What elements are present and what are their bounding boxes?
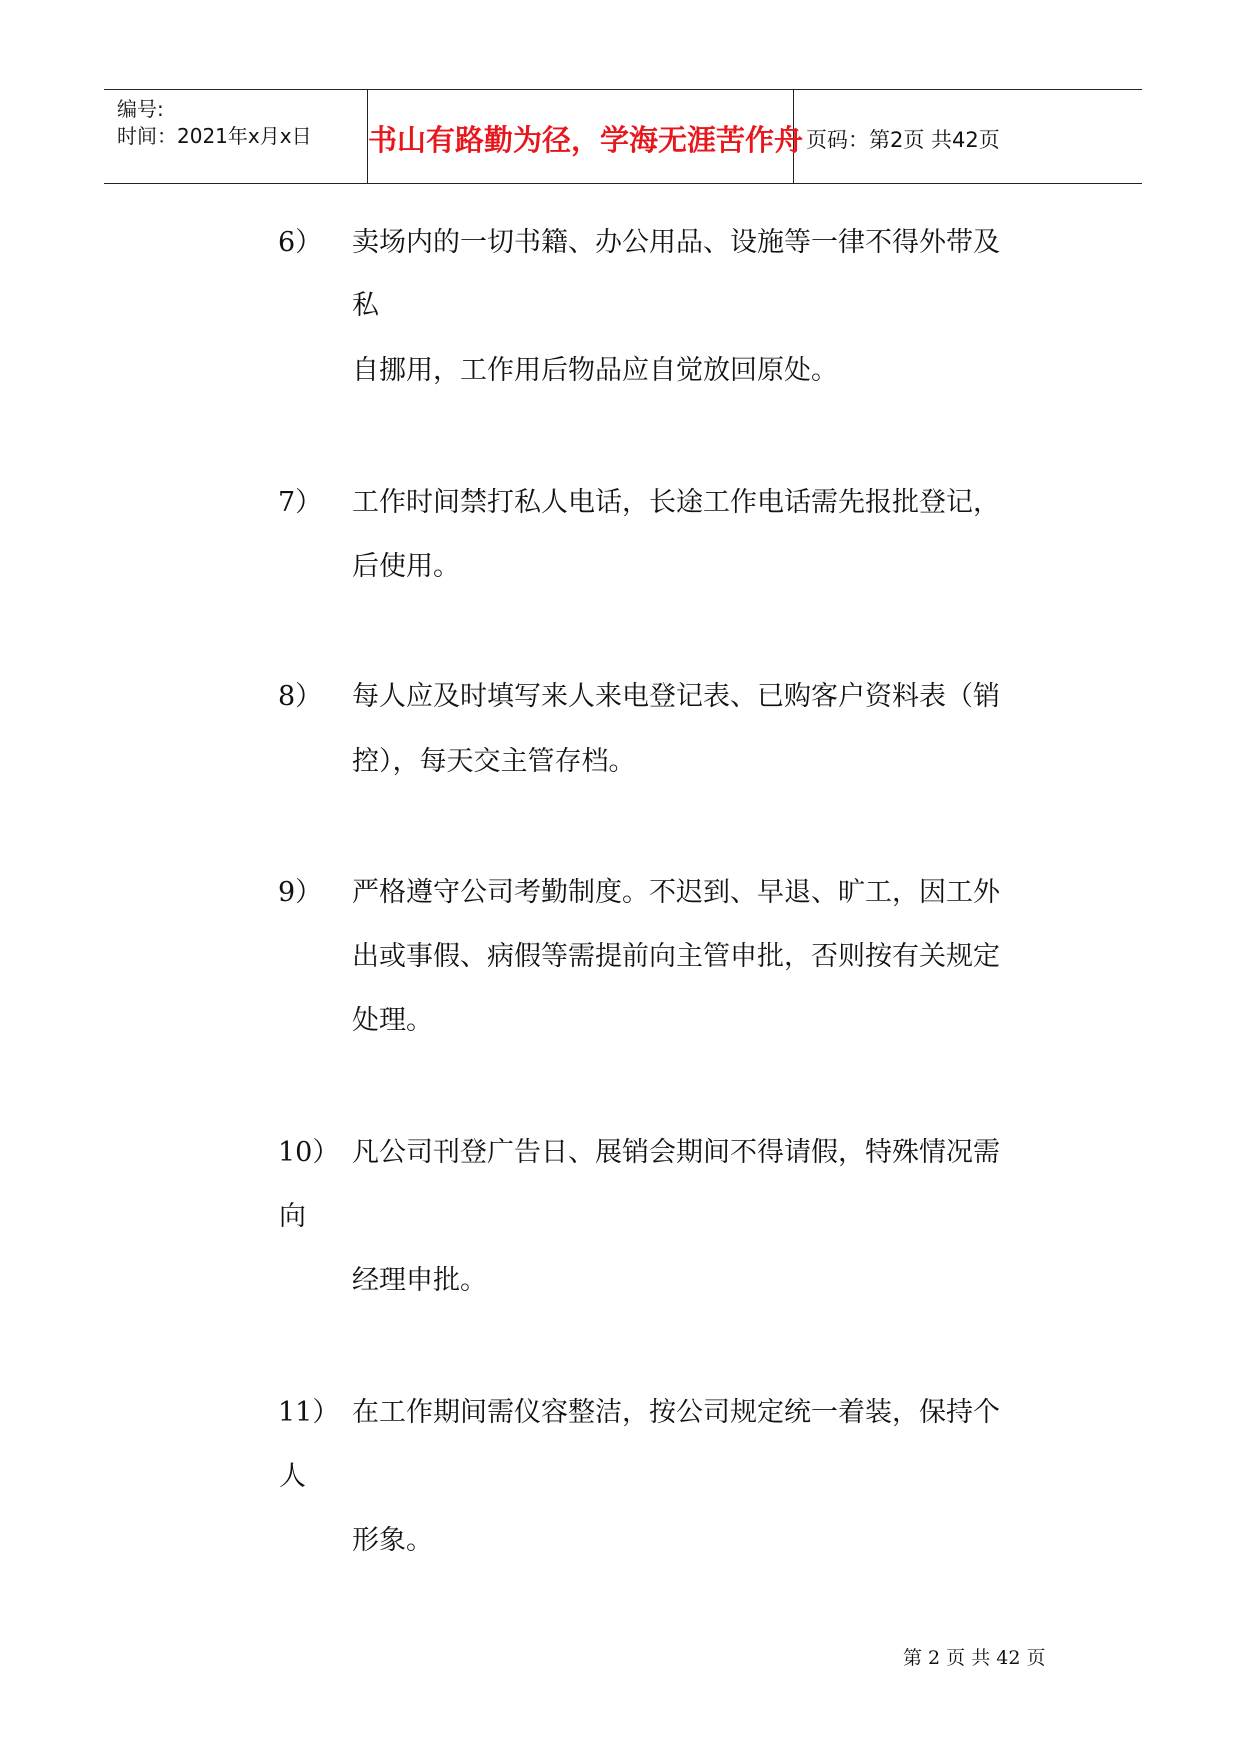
item-text-line: 严格遵守公司考勤制度。不迟到、早退、旷工，因工外 (352, 877, 1000, 908)
item-text-line: 凡公司刊登广告日、展销会期间不得请假，特殊情况需 (352, 1137, 1000, 1168)
item-text-line: 私 (352, 290, 379, 321)
header-info-cell (104, 90, 368, 183)
item-number: 8） (278, 681, 323, 712)
motto-text: 书山有路勤为径，学海无涯苦作舟 (368, 123, 804, 157)
item-number: 9） (278, 877, 323, 908)
item-number: 10） (278, 1137, 340, 1168)
item-number: 6） (278, 227, 323, 258)
page-footer: 第 2 页 共 42 页 (903, 1647, 1046, 1669)
item-text-line: 向 (279, 1201, 306, 1232)
item-number: 7） (278, 487, 323, 518)
item-text-line: 工作时间禁打私人电话，长途工作电话需先报批登记， (352, 487, 1000, 518)
item-text-line: 在工作期间需仪容整洁，按公司规定统一着装，保持个 (352, 1397, 1000, 1428)
serial-number-label: 编号: (117, 97, 164, 121)
page-code-label: 页码：第2页 共42页 (806, 128, 1000, 152)
item-text-line: 自挪用，工作用后物品应自觉放回原处。 (352, 355, 838, 386)
page-header (104, 89, 1142, 184)
item-text-line: 形象。 (352, 1525, 433, 1556)
header-motto-cell (368, 90, 804, 183)
item-text-line: 控），每天交主管存档。 (352, 746, 636, 777)
item-number: 11） (278, 1397, 340, 1428)
item-text-line: 每人应及时填写来人来电登记表、已购客户资料表（销 (352, 681, 1000, 712)
item-text-line: 人 (279, 1461, 306, 1492)
item-text-line: 出或事假、病假等需提前向主管申批，否则按有关规定 (352, 941, 1000, 972)
item-text-line: 处理。 (352, 1005, 433, 1036)
time-label: 时间：2021年x月x日 (117, 124, 312, 148)
header-page-cell (794, 90, 1142, 183)
item-text-line: 经理申批。 (352, 1265, 487, 1296)
item-text-line: 后使用。 (352, 551, 460, 582)
item-text-line: 卖场内的一切书籍、办公用品、设施等一律不得外带及 (352, 227, 1000, 258)
